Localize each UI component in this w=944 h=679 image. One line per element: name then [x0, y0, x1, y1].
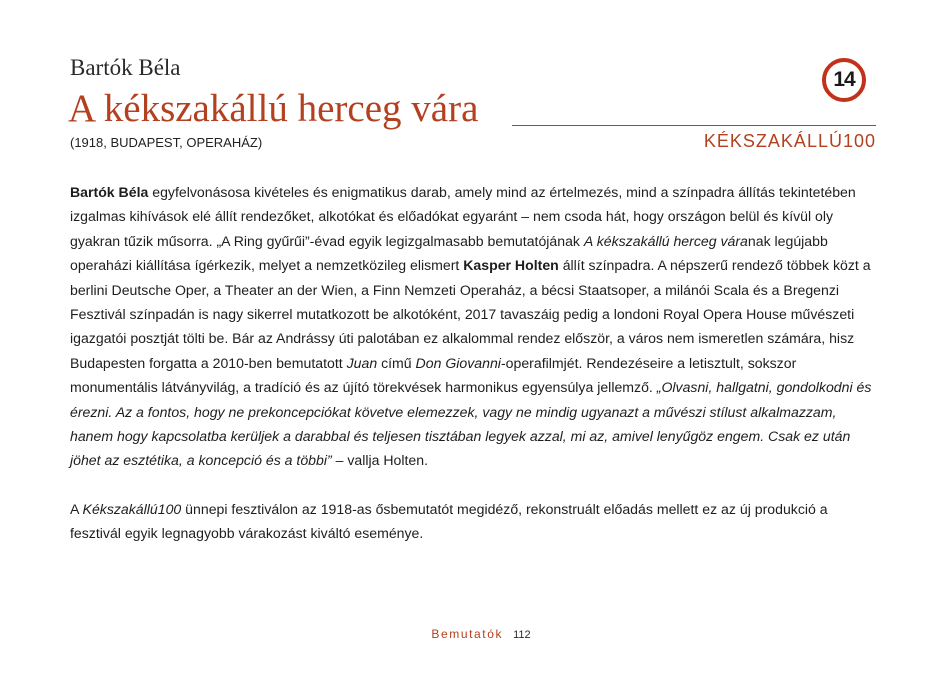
article-body [70, 180, 882, 546]
festival-label: KÉKSZAKÁLLÚ100 [703, 131, 876, 151]
text-span: ünnepi fesztiválon az 1918-as ősbemutatót megidéző, rekonstruált előadás mellett ez az új produkció a fesztivál egyik legnagyobb várakozást kiváltó eseménye. [70, 500, 828, 542]
italic-quote: „Olvasni, hallgatni, gondolkodni és érezni. Az a fontos, hogy ne prekoncepciókat követve elemezzek, vagy ne mindig ugyanazt a művészi stílust alkalmazzam, hanem hogy kapcsolatba kerüljek a darabbal és teljesen tisztában legyek azzal, mi az, amivel lenyűgöz engem. Csak ez után jöhet az esztétika, a koncepció és a többi” [70, 379, 872, 469]
bold-name-holten: Kasper Holten [463, 257, 559, 274]
text-span: állít színpadra. A népszerű rendező többek közt a berlini Deutsche Oper, a Theater an der Wien, a Finn Nemzeti Operaház, a bécsi Staatsoper, a milánói Scala és a Bregenzi Fesztivál színpadán is nagy sikerrel mutatkozott be alkotóként, 2017 tavaszáig pedig a londoni Royal Opera House művészeti igazgatói posztját tölti be. Bár az Andrássy úti palotában ez alkalommal rendez először, a város nem ismeretlen számára, hisz Budapesten forgatta a 2010-ben bemutatott [70, 257, 871, 371]
paragraph-1 [70, 180, 882, 473]
italic-don-giovanni: Don Giovanni [415, 354, 501, 371]
text-span: -operafilmjét. Rendezéseire a letisztult, sokszor monumentális látványvilág, a tradíció és az újító törekvések harmonikus egyensúlya jellemző. [70, 354, 797, 396]
composer-name: Bartók Béla [70, 55, 181, 80]
italic-festival-name: Kékszakállú100 [82, 500, 182, 517]
italic-opera-title: A kékszakállú herceg vára [583, 232, 748, 249]
premiere-info: (1918, BUDAPEST, OPERAHÁZ) [70, 135, 263, 150]
text-span: nak legújabb operaházi kiállítása ígérkezik, melyet a nemzetközileg elismert [70, 232, 828, 274]
title-rule [512, 125, 876, 126]
page-footer [0, 627, 944, 641]
opera-title: A kékszakállú herceg vára [68, 87, 479, 130]
text-span: egyfelvonásosa kivételes és enigmatikus darab, amely mind az értelmezés, mind a színpadra állítás tekintetében izgalmas kihívások elé állít rendezőket, alkotókat és előadókat egyaránt – nem csoda hát, hogy országon belül és kívül oly gyakran tűzik műsorra. „A Ring gyűrűi”-évad egyik legizgalmasabb bemutatójának [70, 184, 856, 249]
italic-film-title: Juan [346, 354, 378, 371]
paragraph-2 [70, 497, 882, 546]
text-span: A [70, 500, 83, 517]
footer-section-label: Bemutatók [431, 627, 504, 641]
text-span: – vallja Holten. [331, 452, 429, 469]
bold-name-bartok: Bartók Béla [70, 184, 149, 200]
text-span: című [377, 354, 416, 371]
number-badge: 14 [822, 58, 866, 102]
page-number: 112 [513, 629, 531, 641]
